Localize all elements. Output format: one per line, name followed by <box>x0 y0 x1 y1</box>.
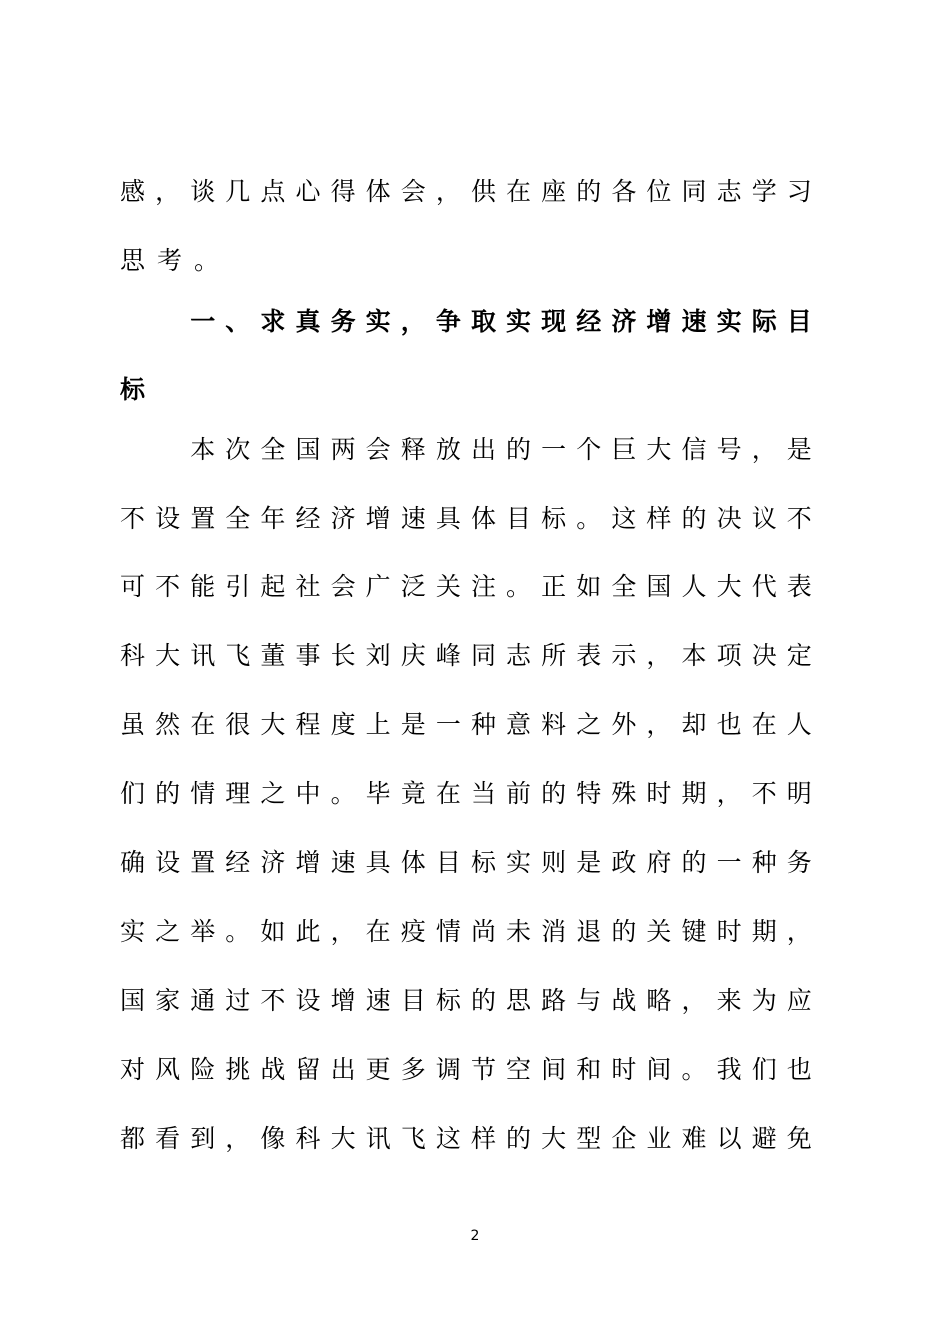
text-char: 表 <box>576 641 602 670</box>
text-line <box>120 1050 812 1090</box>
text-char: 速 <box>365 986 391 1015</box>
text-char: 几 <box>225 177 251 206</box>
text-char: 大 <box>155 641 181 670</box>
text-char: 特 <box>576 779 602 808</box>
text-char: 一 <box>716 848 742 877</box>
text-char: 不 <box>786 504 812 533</box>
text-char: 飞 <box>225 641 251 670</box>
text-char: 国 <box>120 986 146 1015</box>
text-char: 实 <box>506 848 532 877</box>
text-char: 标 <box>470 848 496 877</box>
text-char: 飞 <box>400 1124 426 1153</box>
text-char: 情 <box>190 779 216 808</box>
text-char: 标 <box>120 375 146 404</box>
text-char: 略 <box>646 986 672 1015</box>
text-char: 关 <box>435 572 461 601</box>
text-char: 大 <box>330 1124 356 1153</box>
text-char: 政 <box>611 848 637 877</box>
text-char: 决 <box>751 641 777 670</box>
text-char: 在 <box>435 779 461 808</box>
text-char: 的 <box>506 1124 532 1153</box>
text-char: 时 <box>611 1055 637 1084</box>
text-char: 全 <box>260 435 286 464</box>
text-char: 为 <box>751 986 777 1015</box>
text-line <box>120 636 812 676</box>
text-char: 刘 <box>365 641 391 670</box>
text-char: 大 <box>260 710 286 739</box>
text-line <box>120 843 812 883</box>
text-char: 学 <box>751 177 777 206</box>
text-char: 峰 <box>435 641 461 670</box>
text-char: 不 <box>260 986 286 1015</box>
text-char: 增 <box>646 307 672 336</box>
text-char: 董 <box>260 641 286 670</box>
text-char: 的 <box>470 986 496 1015</box>
text-char: 。 <box>330 779 356 808</box>
text-char: 体 <box>365 177 391 206</box>
text-char: 本 <box>681 641 707 670</box>
text-line <box>120 567 812 607</box>
text-char: 对 <box>120 1055 146 1084</box>
text-char: 点 <box>260 177 286 206</box>
text-char: ， <box>681 986 707 1015</box>
text-char: ， <box>225 1124 251 1153</box>
text-char: 位 <box>646 177 672 206</box>
text-char: 。 <box>681 1055 707 1084</box>
text-char: 起 <box>260 572 286 601</box>
text-char: 所 <box>541 641 567 670</box>
text-line <box>120 430 812 470</box>
text-char: 具 <box>365 848 391 877</box>
text-char: 尚 <box>470 917 496 946</box>
text-char: 都 <box>120 1124 146 1153</box>
text-char: 议 <box>751 504 777 533</box>
text-char: ， <box>155 177 181 206</box>
text-char: 像 <box>260 1124 286 1153</box>
text-char: 企 <box>611 1124 637 1153</box>
text-char: 可 <box>120 572 146 601</box>
text-char: 标 <box>541 504 567 533</box>
text-char: 得 <box>330 177 356 206</box>
text-char: 家 <box>155 986 181 1015</box>
text-char: 中 <box>295 779 321 808</box>
text-char: 国 <box>295 435 321 464</box>
text-char: 样 <box>646 504 672 533</box>
text-char: 则 <box>541 848 567 877</box>
text-char: 通 <box>190 986 216 1015</box>
text-char <box>120 430 145 470</box>
text-char: 增 <box>295 848 321 877</box>
text-char: 消 <box>541 917 567 946</box>
text-char: 设 <box>295 986 321 1015</box>
text-char: 思 <box>120 246 146 275</box>
text-char: 在 <box>365 917 391 946</box>
text-char: ， <box>751 435 777 464</box>
text-char: 确 <box>120 848 146 877</box>
text-char: 会 <box>400 177 426 206</box>
text-char: 人 <box>681 572 707 601</box>
text-char: 全 <box>225 504 251 533</box>
text-char: 们 <box>120 779 146 808</box>
text-char: ， <box>330 917 356 946</box>
text-char: 间 <box>646 1055 672 1084</box>
text-line <box>120 981 812 1021</box>
text-char: 前 <box>506 779 532 808</box>
text-char: 却 <box>681 710 707 739</box>
text-char: 置 <box>190 848 216 877</box>
text-line <box>120 705 812 745</box>
text-char: 不 <box>120 504 146 533</box>
text-char: 科 <box>120 641 146 670</box>
text-char: 志 <box>716 177 742 206</box>
text-char: 求 <box>260 307 286 336</box>
text-char: 一 <box>541 435 567 464</box>
text-char: 目 <box>400 986 426 1015</box>
text-char: 以 <box>716 1124 742 1153</box>
text-char: 明 <box>786 779 812 808</box>
text-char: 上 <box>365 710 391 739</box>
text-char: 引 <box>225 572 251 601</box>
text-char: 之 <box>260 779 286 808</box>
text-char: 经 <box>225 848 251 877</box>
text-char: 信 <box>681 435 707 464</box>
text-char: 次 <box>225 435 251 464</box>
text-char: 在 <box>751 710 777 739</box>
text-char: 讯 <box>365 1124 391 1153</box>
text-char: 是 <box>576 848 602 877</box>
text-char: 更 <box>365 1055 391 1084</box>
text-char: 的 <box>506 435 532 464</box>
text-char: 。 <box>576 504 602 533</box>
text-char: 当 <box>470 779 496 808</box>
text-char: 虽 <box>120 710 146 739</box>
text-char: 标 <box>435 986 461 1015</box>
text-char: 放 <box>435 435 461 464</box>
text-char: 座 <box>541 177 567 206</box>
text-char: 意 <box>506 710 532 739</box>
text-char: 是 <box>786 435 812 464</box>
text-char: 这 <box>435 1124 461 1153</box>
text-char: 风 <box>155 1055 181 1084</box>
text-char: 这 <box>611 504 637 533</box>
text-char: 经 <box>576 307 602 336</box>
text-char: 也 <box>716 710 742 739</box>
text-char: 实 <box>365 307 391 336</box>
text-char: 不 <box>155 572 181 601</box>
text-char: 思 <box>506 986 532 1015</box>
text-char: 空 <box>506 1055 532 1084</box>
text-char: 体 <box>470 504 496 533</box>
text-char: 真 <box>295 307 321 336</box>
text-char: 举 <box>190 917 216 946</box>
text-char: 年 <box>260 504 286 533</box>
text-char: 同 <box>681 177 707 206</box>
text-char: 的 <box>681 504 707 533</box>
text-char: 不 <box>751 779 777 808</box>
text-char: 济 <box>611 307 637 336</box>
text-char: 留 <box>295 1055 321 1084</box>
text-char: 路 <box>541 986 567 1015</box>
text-line <box>120 912 812 952</box>
text-char: 看 <box>155 1124 181 1153</box>
text-char: 理 <box>225 779 251 808</box>
text-char: 实 <box>716 307 742 336</box>
text-char: 讯 <box>190 641 216 670</box>
text-char: 置 <box>190 504 216 533</box>
text-char: 我 <box>716 1055 742 1084</box>
text-char: 务 <box>786 848 812 877</box>
text-line <box>120 499 812 539</box>
text-char: 目 <box>435 848 461 877</box>
text-char: 毕 <box>365 779 391 808</box>
text-char: 情 <box>435 917 461 946</box>
text-char: 一 <box>435 710 461 739</box>
section-heading <box>120 370 812 410</box>
text-char: 和 <box>576 1055 602 1084</box>
text-char: 会 <box>330 572 356 601</box>
text-char: 之 <box>155 917 181 946</box>
text-line <box>120 172 812 212</box>
text-char: 退 <box>576 917 602 946</box>
text-char: 各 <box>611 177 637 206</box>
text-char: 来 <box>716 986 742 1015</box>
text-char: 过 <box>225 986 251 1015</box>
text-char: 是 <box>400 710 426 739</box>
text-char: 战 <box>611 986 637 1015</box>
text-char: 竟 <box>400 779 426 808</box>
text-char: 长 <box>330 641 356 670</box>
text-char: 也 <box>786 1055 812 1084</box>
text-char: 在 <box>506 177 532 206</box>
text-char: 取 <box>470 307 496 336</box>
text-char: 注 <box>470 572 496 601</box>
text-char: ， <box>646 710 672 739</box>
text-char: 调 <box>435 1055 461 1084</box>
text-char: 时 <box>716 917 742 946</box>
text-char: 感 <box>120 177 146 206</box>
text-char: 同 <box>470 641 496 670</box>
text-char: 实 <box>120 917 146 946</box>
text-char: 出 <box>470 435 496 464</box>
text-line <box>120 241 812 281</box>
text-char: 型 <box>576 1124 602 1153</box>
text-char: 免 <box>786 1124 812 1153</box>
text-char: 供 <box>470 177 496 206</box>
text-char: 此 <box>295 917 321 946</box>
text-char: 际 <box>751 307 777 336</box>
section-heading <box>120 302 812 342</box>
text-char: 度 <box>330 710 356 739</box>
text-char <box>120 302 145 342</box>
text-char: 。 <box>506 572 532 601</box>
text-char: 全 <box>611 572 637 601</box>
text-char: 程 <box>295 710 321 739</box>
text-char: 疫 <box>400 917 426 946</box>
text-char: 实 <box>506 307 532 336</box>
text-char: 间 <box>541 1055 567 1084</box>
text-char: 的 <box>576 177 602 206</box>
text-char <box>155 430 180 470</box>
text-char: 大 <box>541 1124 567 1153</box>
text-char: 的 <box>681 848 707 877</box>
text-char: 示 <box>611 641 637 670</box>
text-char: 设 <box>155 848 181 877</box>
text-char: 避 <box>751 1124 777 1153</box>
text-char: 科 <box>295 1124 321 1153</box>
text-char: 外 <box>611 710 637 739</box>
text-char: ， <box>646 641 672 670</box>
text-char: 未 <box>506 917 532 946</box>
text-char: 如 <box>260 917 286 946</box>
text-char: 、 <box>225 307 251 336</box>
text-char: 挑 <box>225 1055 251 1084</box>
text-char: 争 <box>435 307 461 336</box>
text-char: 增 <box>330 986 356 1015</box>
text-char: 战 <box>260 1055 286 1084</box>
text-char: 本 <box>190 435 216 464</box>
text-char: 应 <box>786 986 812 1015</box>
text-char: 国 <box>646 572 672 601</box>
text-char: 速 <box>330 848 356 877</box>
text-char: 社 <box>295 572 321 601</box>
text-char: 心 <box>295 177 321 206</box>
text-char: 两 <box>330 435 356 464</box>
text-char: 济 <box>330 504 356 533</box>
text-char: ， <box>786 917 812 946</box>
text-char: 事 <box>295 641 321 670</box>
text-char: 出 <box>330 1055 356 1084</box>
text-char: 个 <box>576 435 602 464</box>
text-char: ， <box>400 307 426 336</box>
text-char: 济 <box>260 848 286 877</box>
text-char: 们 <box>751 1055 777 1084</box>
text-char: 期 <box>681 779 707 808</box>
text-char: 项 <box>716 641 742 670</box>
text-char: 。 <box>225 917 251 946</box>
text-char: 现 <box>541 307 567 336</box>
text-char: 庆 <box>400 641 426 670</box>
text-char: ， <box>716 779 742 808</box>
text-char: 在 <box>190 710 216 739</box>
text-char: 代 <box>751 572 777 601</box>
text-char: 关 <box>646 917 672 946</box>
text-char <box>155 302 180 342</box>
text-char: 定 <box>786 641 812 670</box>
text-char: 的 <box>155 779 181 808</box>
text-char: 具 <box>435 504 461 533</box>
text-char: 殊 <box>611 779 637 808</box>
text-char: 谈 <box>190 177 216 206</box>
text-char: 表 <box>786 572 812 601</box>
text-line <box>120 774 812 814</box>
text-char: 的 <box>611 917 637 946</box>
text-char: 能 <box>190 572 216 601</box>
text-char: 目 <box>506 504 532 533</box>
text-char: 号 <box>716 435 742 464</box>
text-char: 业 <box>646 1124 672 1153</box>
text-char: 务 <box>330 307 356 336</box>
text-char: 种 <box>470 710 496 739</box>
text-char: 府 <box>646 848 672 877</box>
text-line <box>120 1119 812 1159</box>
text-char: 巨 <box>611 435 637 464</box>
text-char: 险 <box>190 1055 216 1084</box>
text-char: 样 <box>470 1124 496 1153</box>
text-char: 正 <box>541 572 567 601</box>
text-char: 多 <box>400 1055 426 1084</box>
text-char: 会 <box>365 435 391 464</box>
text-char: 泛 <box>400 572 426 601</box>
text-char: 很 <box>225 710 251 739</box>
text-char: 如 <box>576 572 602 601</box>
text-char: 一 <box>190 307 216 336</box>
text-char: 种 <box>751 848 777 877</box>
text-char: 时 <box>646 779 672 808</box>
text-char: 大 <box>646 435 672 464</box>
text-char: 增 <box>365 504 391 533</box>
text-char: 人 <box>786 710 812 739</box>
text-char: 。 <box>194 246 220 275</box>
text-char: 的 <box>541 779 567 808</box>
text-char: 广 <box>365 572 391 601</box>
text-char: ， <box>435 177 461 206</box>
text-char: 决 <box>716 504 742 533</box>
text-char: 键 <box>681 917 707 946</box>
text-char: 体 <box>400 848 426 877</box>
text-char: 志 <box>506 641 532 670</box>
text-char: 习 <box>786 177 812 206</box>
text-char: 考 <box>157 246 183 275</box>
text-char: 料 <box>541 710 567 739</box>
text-char: 设 <box>155 504 181 533</box>
text-char: 节 <box>470 1055 496 1084</box>
text-char: 大 <box>716 572 742 601</box>
text-char: 难 <box>681 1124 707 1153</box>
text-char: 与 <box>576 986 602 1015</box>
text-char: 然 <box>155 710 181 739</box>
text-char: 经 <box>295 504 321 533</box>
text-char: 速 <box>681 307 707 336</box>
text-char: 速 <box>400 504 426 533</box>
text-char: 目 <box>786 307 812 336</box>
text-char: 期 <box>751 917 777 946</box>
text-char: 到 <box>190 1124 216 1153</box>
text-char: 之 <box>576 710 602 739</box>
page-number: 2 <box>470 1228 480 1244</box>
text-char: 释 <box>400 435 426 464</box>
